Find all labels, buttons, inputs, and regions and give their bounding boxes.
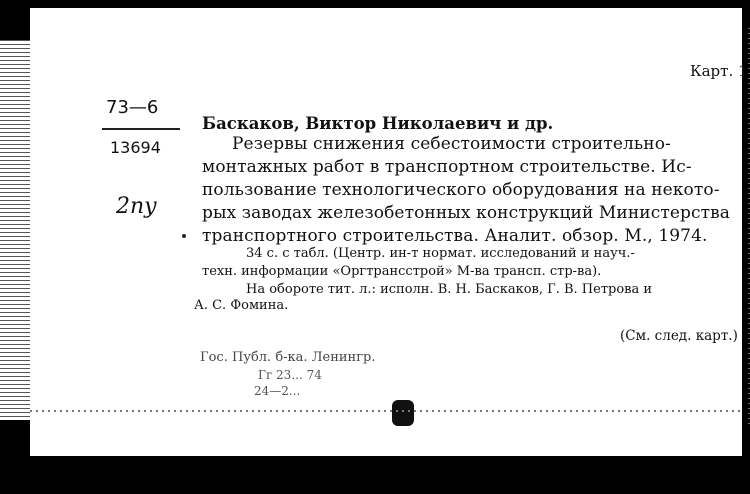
catalog-card xyxy=(30,8,748,456)
card-number: Карт. 1 xyxy=(690,62,748,80)
ink-blot xyxy=(392,400,414,426)
pub-line-3: На обороте тит. л.: исполн. В. Н. Баскаков, Г. В. Петрова и xyxy=(246,282,653,297)
pub-line-1: 34 с. с табл. (Центр. ин-т нормат. исследований и науч.- xyxy=(246,246,635,261)
see-next-card: (См. след. карт.) xyxy=(620,328,738,344)
author-heading: Баскаков, Виктор Николаевич и др. xyxy=(202,114,554,133)
call-number-rule xyxy=(102,128,180,130)
title-line-2: монтажных работ в транспортном строительстве. Ис- xyxy=(202,157,692,177)
scan-bottom-border xyxy=(0,456,750,494)
title-line-1: Резервы снижения себестоимости строительно- xyxy=(232,134,671,154)
library-stamp: Гос. Публ. б-ка. Ленингр. xyxy=(200,350,376,365)
handwritten-mark: 2ny xyxy=(116,194,157,219)
title-line-5: транспортного строительства. Аналит. обзор. М., 1974. xyxy=(202,226,708,246)
pub-line-4: А. С. Фомина. xyxy=(194,298,289,313)
inventory-number: 13694 xyxy=(110,138,161,157)
scan-dot-row xyxy=(30,410,742,412)
title-line-4: рых заводах железобетонных конструкций Министерства xyxy=(202,203,731,223)
title-line-3: пользование технологического оборудования на некото- xyxy=(202,180,720,200)
library-ref-2: 24—2... xyxy=(254,384,301,398)
library-ref-1: Гг 23... 74 xyxy=(258,368,322,382)
call-number: 73—6 xyxy=(106,97,159,118)
pub-line-2: техн. информации «Оргтрансстрой» М-ва трансп. стр-ва). xyxy=(202,264,602,279)
margin-dot xyxy=(182,234,186,238)
left-edge-marks xyxy=(0,40,30,420)
